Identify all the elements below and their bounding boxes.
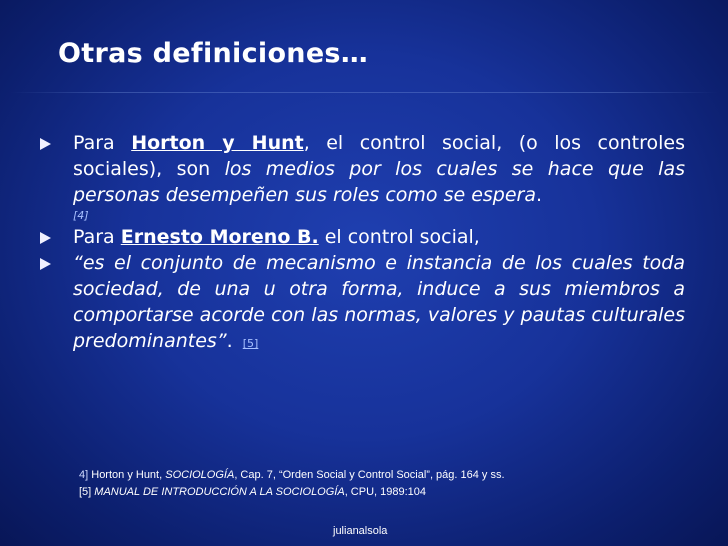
- footnote-ref-4[interactable]: [4]: [73, 209, 89, 222]
- bullet-list: [40, 130, 685, 357]
- bullet-marker-icon: [40, 138, 51, 150]
- bullet3-end: .: [226, 330, 233, 352]
- footnote-5: [79, 484, 505, 501]
- slide-title: Otras definiciones…: [58, 38, 369, 69]
- bullet-quote: [40, 250, 685, 357]
- author-ernesto-moreno: Ernesto Moreno B.: [120, 226, 319, 248]
- bullet1-end: .: [536, 184, 543, 206]
- bullet1-mid: , el control social, (o los controles sociales), son: [73, 132, 685, 180]
- footer-author: julianalsola: [333, 525, 388, 537]
- bullet-ernesto-moreno: [40, 224, 685, 250]
- footnote-4-text-a: Horton y Hunt,: [88, 469, 166, 481]
- bullet-marker-icon: [40, 232, 51, 244]
- bullet1-pre: Para: [73, 132, 132, 154]
- footnote-4-text-b: , Cap. 7, “Orden Social y Control Social”, pág. 164 y ss.: [234, 469, 505, 481]
- footnote-4-number[interactable]: 4]: [79, 469, 89, 481]
- bullet-horton-hunt: [40, 130, 685, 224]
- bullet2-pre: Para: [73, 226, 121, 248]
- bullet3-quote: “es el conjunto de mecanismo e instancia de los cuales toda sociedad, de una u otra forma, induce a sus miembros a comportarse acorde con las normas, valores y pautas culturales predominantes”: [73, 252, 685, 352]
- title-divider: [10, 92, 718, 93]
- footnote-5-text-b: , CPU, 1989:104: [344, 486, 427, 498]
- footnote-5-book: MANUAL DE INTRODUCCIÓN A LA SOCIOLOGÍA: [91, 486, 345, 498]
- bullet1-definition: los medios por los cuales se hace que las personas desempeñen sus roles como se espera: [73, 158, 686, 206]
- footnote-4-book: SOCIOLOGÍA: [165, 469, 235, 481]
- footnote-5-number[interactable]: [5]: [79, 486, 92, 498]
- author-horton-hunt: Horton y Hunt: [131, 132, 304, 154]
- footnote-4: [79, 467, 505, 484]
- bullet-marker-icon: [40, 258, 51, 270]
- bullet2-post: el control social,: [318, 226, 480, 248]
- footnote-ref-5[interactable]: [5]: [242, 337, 259, 350]
- footnotes: [79, 467, 505, 501]
